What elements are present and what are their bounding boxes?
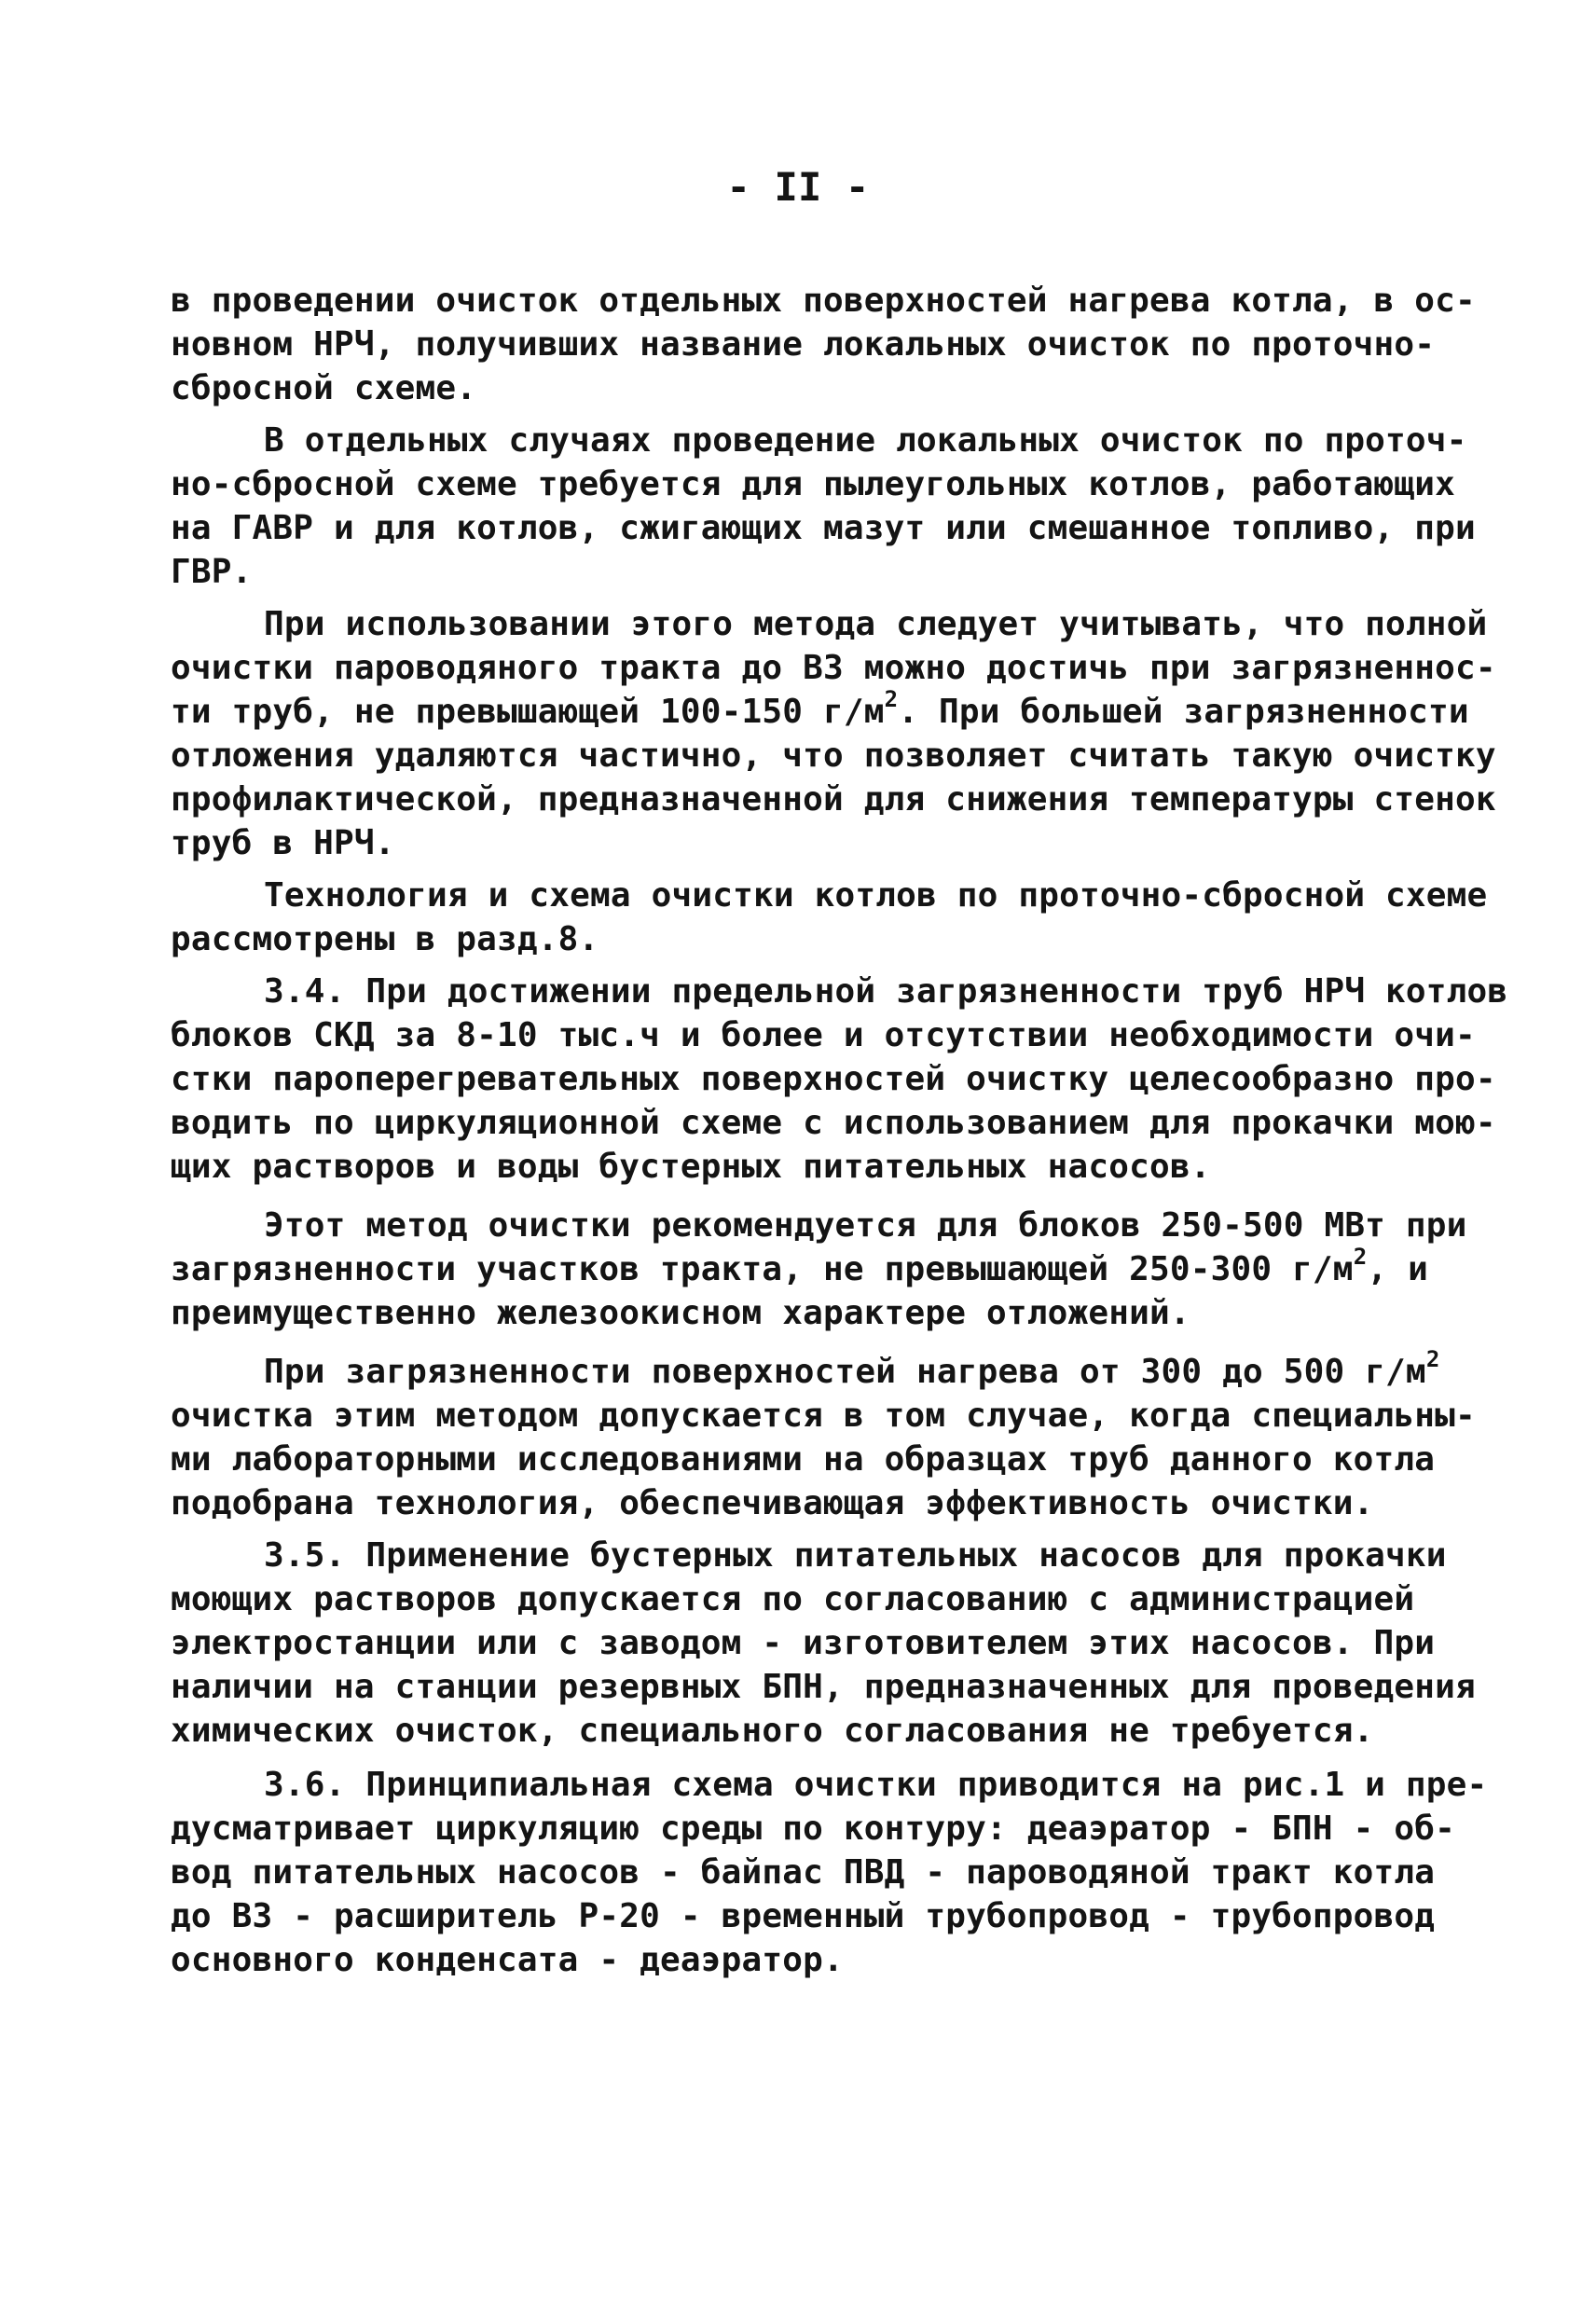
paragraph-5-line-1: 3.4. При достижении предельной загрязненности труб НРЧ котлов <box>264 972 1508 1011</box>
paragraph-3-line-3 <box>171 686 1469 736</box>
paragraph-2-line-3: на ГАВР и для котлов, сжигающих мазут или смешанное топливо, при <box>171 509 1476 547</box>
paragraph-7-line-4: подобрана технология, обеспечивающая эффективность очистки. <box>171 1484 1374 1522</box>
superscript: 2 <box>1425 1346 1440 1372</box>
paragraph-7-line-1 <box>264 1346 1440 1396</box>
superscript: 2 <box>884 686 899 712</box>
paragraph-3-line-5: профилактической, предназначенной для снижения температуры стенок <box>171 780 1496 819</box>
paragraph-3-line-6: труб в НРЧ. <box>171 824 395 862</box>
paragraph-9-line-3: вод питательных насосов - байпас ПВД - пароводяной тракт котла <box>171 1853 1436 1892</box>
paragraph-9-line-1: 3.6. Принципиальная схема очистки приводится на рис.1 и пре- <box>264 1766 1488 1804</box>
line-text: ти труб, не превышающей 100-150 г/м <box>171 693 885 731</box>
paragraph-2-line-1: В отдельных случаях проведение локальных очисток по проточ- <box>264 421 1467 460</box>
line-text-tail: , и <box>1367 1250 1428 1288</box>
paragraph-8-line-2: моющих растворов допускается по согласованию с администрацией <box>171 1580 1415 1618</box>
paragraph-6-line-1: Этот метод очистки рекомендуется для блоков 250-500 МВт при <box>264 1206 1467 1245</box>
paragraph-5-line-3: стки пароперегревательных поверхностей очистку целесообразно про- <box>171 1060 1496 1098</box>
paragraph-9-line-4: до ВЗ - расширитель Р-20 - временный трубопровод - трубопровод <box>171 1897 1436 1935</box>
line-text: загрязненности участков тракта, не превышающей 250-300 г/м <box>171 1250 1354 1288</box>
page-number: - II - <box>726 164 870 210</box>
paragraph-7-line-2: очистка этим методом допускается в том случае, когда специальны- <box>171 1397 1476 1435</box>
paragraph-5-line-2: блоков СКД за 8-10 тыс.ч и более и отсутствии необходимости очи- <box>171 1016 1476 1054</box>
paragraph-1-line-2: новном НРЧ, получивших название локальных очисток по проточно- <box>171 325 1436 364</box>
paragraph-2-line-4: ГВР. <box>171 553 253 591</box>
paragraph-8-line-4: наличии на станции резервных БПН, предназначенных для проведения <box>171 1668 1476 1706</box>
line-text-tail: . При большей загрязненности <box>898 693 1469 731</box>
paragraph-4-line-1: Технология и схема очистки котлов по проточно-сбросной схеме <box>264 876 1488 915</box>
paragraph-8-line-5: химических очисток, специального согласования не требуется. <box>171 1712 1374 1750</box>
paragraph-8-line-1: 3.5. Применение бустерных питательных насосов для прокачки <box>264 1536 1447 1575</box>
paragraph-9-line-5: основного конденсата - деаэратор. <box>171 1941 844 1979</box>
paragraph-1-line-1: в проведении очисток отдельных поверхностей нагрева котла, в ос- <box>171 282 1476 320</box>
superscript: 2 <box>1353 1244 1368 1270</box>
paragraph-4-line-2: рассмотрены в разд.8. <box>171 920 599 958</box>
paragraph-2-line-2: но-сбросной схеме требуется для пылеугольных котлов, работающих <box>171 465 1456 503</box>
paragraph-7-line-3: ми лабораторными исследованиями на образцах труб данного котла <box>171 1440 1436 1479</box>
paragraph-6-line-2 <box>171 1246 1438 1293</box>
line-text: При загрязненности поверхностей нагрева от 300 до 500 г/м <box>264 1353 1426 1391</box>
paragraph-5-line-5: щих растворов и воды бустерных питательных насосов. <box>171 1148 1211 1186</box>
paragraph-3-line-1: При использовании этого метода следует учитывать, что полной <box>264 605 1488 643</box>
paragraph-3-line-2: очистки пароводяного тракта до ВЗ можно достичь при загрязненнос- <box>171 649 1496 687</box>
paragraph-3-line-4: отложения удаляются частично, что позволяет считать такую очистку <box>171 736 1496 775</box>
paragraph-8-line-3: электростанции или с заводом - изготовителем этих насосов. При <box>171 1624 1436 1662</box>
paragraph-6-line-3: преимущественно железоокисном характере отложений. <box>171 1294 1190 1332</box>
paragraph-9-line-2: дусматривает циркуляцию среды по контуру: деаэратор - БПН - об- <box>171 1810 1456 1848</box>
paragraph-5-line-4: водить по циркуляционной схеме с использованием для прокачки мою- <box>171 1104 1496 1142</box>
paragraph-1-line-3: сбросной схеме. <box>171 369 477 407</box>
